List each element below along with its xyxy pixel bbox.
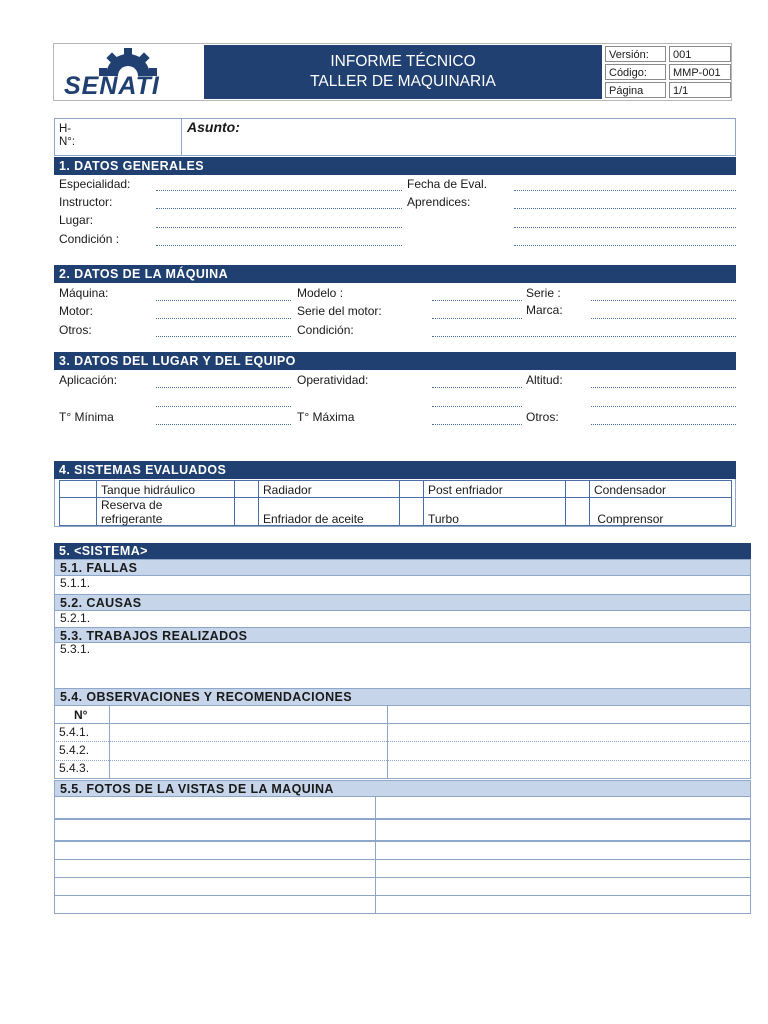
check-radiador[interactable] (235, 481, 257, 496)
obs-title: 5.4. OBSERVACIONES Y RECOMENDACIONES (54, 688, 751, 706)
code-label: Código: (605, 64, 666, 80)
obs-row-line-3 (54, 760, 751, 761)
section-2-title: 2. DATOS DE LA MÁQUINA (54, 265, 736, 283)
altitud-label: Altitud: (526, 373, 563, 387)
subject-divider (181, 118, 182, 156)
check-condensador[interactable] (566, 481, 588, 496)
aplicacion-label: Aplicación: (59, 373, 118, 387)
title-line-2: TALLER DE MAQUINARIA (310, 73, 496, 90)
modelo-label: Modelo : (297, 286, 344, 300)
serie-field[interactable] (591, 300, 736, 301)
page-value[interactable]: 1/1 (669, 82, 731, 98)
systems-col-3 (258, 480, 259, 526)
section-4-title: 4. SISTEMAS EVALUADOS (54, 461, 736, 479)
obs-col-1 (109, 706, 110, 779)
fotos-row-line-4 (54, 877, 751, 878)
condicion-label: Condición : (59, 232, 120, 246)
fallas-item[interactable]: 5.1.1. (54, 576, 751, 594)
causas-title: 5.2. CAUSAS (54, 594, 751, 611)
operatividad-field-2[interactable] (432, 406, 522, 407)
motor-field[interactable] (156, 318, 291, 319)
serie-motor-field[interactable] (432, 318, 522, 319)
hn-label-1: H- (59, 123, 72, 135)
fotos-row-line-5 (54, 895, 751, 896)
aprendices-label: Aprendices: (407, 195, 471, 209)
modelo-field[interactable] (432, 300, 522, 301)
altitud-field-1[interactable] (591, 387, 736, 388)
foto-cell-1[interactable] (55, 798, 374, 817)
aplicacion-field-2[interactable] (156, 406, 291, 407)
obs-item-2[interactable]: 5.4.2. (59, 743, 90, 757)
condicion-maquina-field[interactable] (432, 336, 736, 337)
system-enfriador-aceite: Enfriador de aceite (263, 512, 364, 526)
system-comprensor: Comprensor (594, 512, 664, 526)
otros-lugar-field[interactable] (591, 424, 736, 425)
subject-box (54, 118, 736, 156)
check-tanque[interactable] (60, 481, 95, 496)
check-turbo[interactable] (400, 498, 422, 525)
condicion-field[interactable] (156, 245, 402, 246)
fotos-row-line-1 (54, 818, 751, 820)
systems-col-5 (423, 480, 424, 526)
section-3-title: 3. DATOS DEL LUGAR Y DEL EQUIPO (54, 352, 736, 370)
especialidad-label: Especialidad: (59, 177, 131, 191)
logo-text: SENATI (64, 72, 160, 100)
obs-row-line-2 (54, 741, 751, 742)
instructor-field[interactable] (156, 208, 402, 209)
operatividad-field-1[interactable] (432, 387, 522, 388)
check-post-enfriador[interactable] (400, 481, 422, 496)
hn-label-2: N°: (59, 136, 76, 148)
fotos-row-line-3 (54, 859, 751, 860)
check-comprensor[interactable] (566, 498, 588, 525)
altitud-field-2[interactable] (591, 406, 736, 407)
maquina-label: Máquina: (59, 286, 109, 300)
obs-row-line-1 (54, 723, 751, 724)
marca-label: Marca: (526, 303, 563, 317)
fotos-row-line-2 (54, 840, 751, 842)
version-value[interactable]: 001 (669, 46, 731, 62)
foto-cell-2[interactable] (376, 798, 750, 817)
section-1-title: 1. DATOS GENERALES (54, 157, 736, 175)
condicion-maquina-label: Condición: (297, 323, 354, 337)
aprendices-field-3[interactable] (514, 245, 736, 246)
operatividad-label: Operatividad: (297, 373, 369, 387)
lugar-field[interactable] (156, 227, 402, 228)
motor-label: Motor: (59, 304, 94, 318)
system-reserva-1: Reserva de (101, 498, 163, 512)
obs-table (54, 706, 751, 779)
obs-number-header: N° (74, 708, 88, 722)
title-line-1: INFORME TÉCNICO (330, 53, 476, 70)
document-title (204, 45, 602, 99)
check-enfriador-aceite[interactable] (235, 498, 257, 525)
t-min-field[interactable] (156, 424, 291, 425)
system-post-enfriador: Post enfriador (428, 483, 503, 497)
system-radiador: Radiador (263, 483, 312, 497)
systems-col-7 (589, 480, 590, 526)
aplicacion-field-1[interactable] (156, 387, 291, 388)
serie-motor-label: Serie del motor: (297, 304, 382, 318)
obs-item-1[interactable]: 5.4.1. (59, 725, 90, 739)
system-turbo: Turbo (428, 512, 459, 526)
aprendices-field-1[interactable] (514, 208, 736, 209)
trabajos-title: 5.3. TRABAJOS REALIZADOS (54, 627, 751, 643)
obs-item-3[interactable]: 5.4.3. (59, 761, 90, 775)
causas-item[interactable]: 5.2.1. (54, 611, 751, 627)
trabajos-item[interactable]: 5.3.1. (54, 643, 751, 688)
code-value[interactable]: MMP-001 (669, 64, 731, 80)
check-reserva[interactable] (60, 498, 95, 525)
senati-logo (56, 46, 201, 98)
otros-lugar-label: Otros: (526, 410, 559, 424)
otros-label: Otros: (59, 323, 92, 337)
systems-col-1 (96, 480, 97, 526)
system-reserva-2: refrigerante (101, 512, 163, 526)
lugar-label: Lugar: (59, 213, 94, 227)
asunto-label: Asunto: (187, 119, 240, 135)
obs-col-2 (387, 706, 388, 779)
t-max-label: T° Máxima (297, 410, 355, 424)
especialidad-field[interactable] (156, 190, 402, 191)
serie-label: Serie : (526, 286, 561, 300)
instructor-label: Instructor: (59, 195, 113, 209)
maquina-field[interactable] (156, 300, 291, 301)
aprendices-field-2[interactable] (514, 227, 736, 228)
fotos-title: 5.5. FOTOS DE LA VISTAS DE LA MAQUINA (54, 780, 751, 797)
t-max-field[interactable] (432, 424, 522, 425)
system-tanque: Tanque hidráulico (101, 483, 196, 497)
page-label: Página (605, 82, 666, 98)
t-min-label: T° Mínima (59, 410, 114, 424)
fecha-label: Fecha de Eval. (407, 177, 488, 191)
system-condensador: Condensador (594, 483, 667, 497)
otros-field[interactable] (156, 336, 291, 337)
marca-field[interactable] (591, 318, 736, 319)
fecha-field[interactable] (514, 190, 736, 191)
section-5-title: 5. <SISTEMA> (54, 543, 751, 559)
fallas-title: 5.1. FALLAS (54, 559, 751, 576)
version-label: Versión: (605, 46, 666, 62)
